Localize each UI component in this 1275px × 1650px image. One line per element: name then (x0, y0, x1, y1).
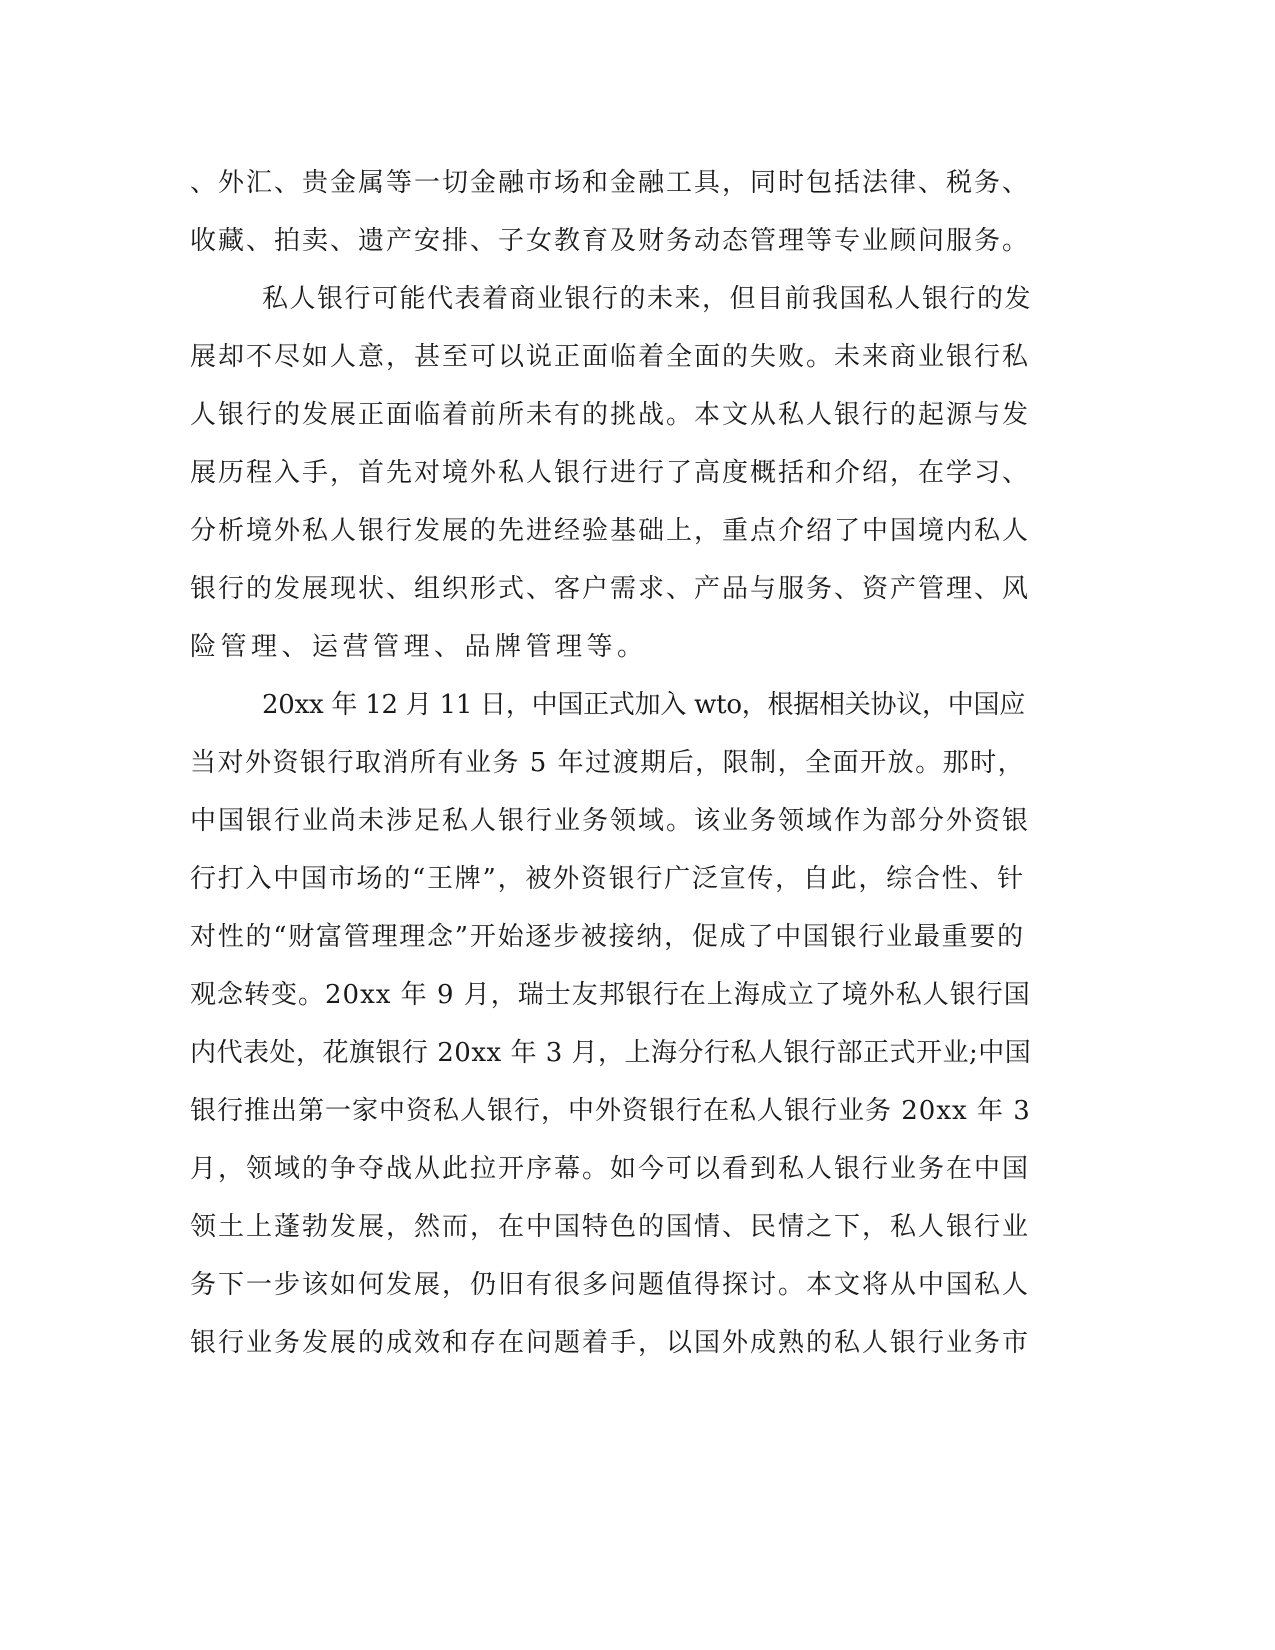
paragraph-start-line: 20xx 年 12 月 11 日，中国正式加入 wto，根据相关协议，中国应 (262, 690, 1026, 720)
text-line: 观念转变。20xx 年 9 月，瑞士友邦银行在上海成立了境外私人银行国 (190, 980, 1031, 1010)
text-line: 展却不尽如人意，甚至可以说正面临着全面的失败。未来商业银行私 (190, 342, 1031, 372)
text-line: 险管理、运营管理、品牌管理等。 (190, 632, 648, 662)
text-line: 展历程入手，首先对境外私人银行进行了高度概括和介绍，在学习、 (190, 458, 1031, 488)
text-line: 银行业务发展的成效和存在问题着手，以国外成熟的私人银行业务市 (190, 1328, 1031, 1358)
text-line: 对性的“财富管理理念”开始逐步被接纳，促成了中国银行业最重要的 (190, 922, 1025, 952)
text-line: 月，领域的争夺战从此拉开序幕。如今可以看到私人银行业务在中国 (190, 1154, 1031, 1184)
text-line: 、外汇、贵金属等一切金融市场和金融工具，同时包括法律、税务、 (190, 168, 1031, 198)
text-line: 银行推出第一家中资私人银行，中外资银行在私人银行业务 20xx 年 3 (190, 1096, 1031, 1126)
text-line: 务下一步该如何发展，仍旧有很多问题值得探讨。本文将从中国私人 (190, 1270, 1031, 1300)
text-line: 收藏、拍卖、遗产安排、子女教育及财务动态管理等专业顾问服务。 (190, 226, 1031, 256)
text-line: 人银行的发展正面临着前所未有的挑战。本文从私人银行的起源与发 (190, 400, 1031, 430)
text-line: 当对外资银行取消所有业务 5 年过渡期后，限制，全面开放。那时， (190, 748, 1026, 778)
text-line: 中国银行业尚未涉足私人银行业务领域。该业务领域作为部分外资银 (190, 806, 1031, 836)
text-line: 银行的发展现状、组织形式、客户需求、产品与服务、资产管理、风 (190, 574, 1031, 604)
text-line: 分析境外私人银行发展的先进经验基础上，重点介绍了中国境内私人 (190, 516, 1031, 546)
text-line: 内代表处，花旗银行 20xx 年 3 月，上海分行私人银行部正式开业;中国 (190, 1038, 1032, 1068)
text-line: 领土上蓬勃发展，然而，在中国特色的国情、民情之下，私人银行业 (190, 1212, 1031, 1242)
paragraph-start-line: 私人银行可能代表着商业银行的未来，但目前我国私人银行的发 (262, 284, 1033, 314)
text-line: 行打入中国市场的“王牌”，被外资银行广泛宣传，自此，综合性、针 (190, 864, 1025, 894)
